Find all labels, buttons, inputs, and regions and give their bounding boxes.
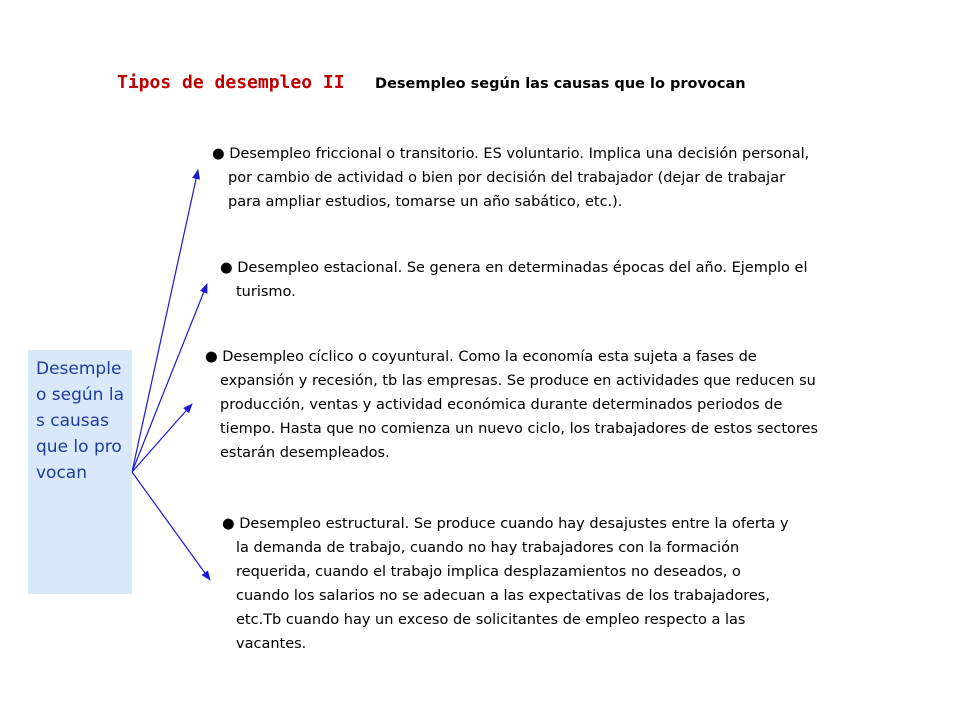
item-line: turismo. [236, 284, 296, 300]
item-friccional [212, 142, 809, 214]
item-line: vacantes. [236, 636, 307, 652]
item-line: requerida, cuando el trabajo implica desplazamientos no deseados, o [236, 564, 741, 580]
page-title: Tipos de desempleo II [117, 72, 345, 93]
item-line: la demanda de trabajo, cuando no hay trabajadores con la formación [236, 540, 740, 556]
item-line: producción, ventas y actividad económica durante determinados periodos de [220, 397, 783, 413]
item-line: etc.Tb cuando hay un exceso de solicitantes de empleo respecto a las [236, 612, 746, 628]
arrow-to-friccional [132, 170, 198, 472]
arrow-to-ciclico [132, 404, 192, 472]
arrow-to-estacional [132, 284, 207, 472]
item-line: para ampliar estudios, tomarse un año sabático, etc.). [228, 194, 623, 210]
bullet-icon: ● [220, 260, 233, 276]
item-line: ● Desempleo estructural. Se produce cuando hay desajustes entre la oferta y [222, 516, 789, 532]
item-estructural [222, 512, 789, 656]
item-line: estarán desempleados. [220, 445, 390, 461]
bullet-icon: ● [205, 349, 218, 365]
item-line: ● Desempleo cíclico o coyuntural. Como la economía esta sujeta a fases de [205, 349, 757, 365]
item-line: cuando los salarios no se adecuan a las expectativas de los trabajadores, [236, 588, 770, 604]
side-label-box [28, 350, 132, 594]
item-estacional [220, 256, 807, 304]
item-line: tiempo. Hasta que no comienza un nuevo ciclo, los trabajadores de estos sectores [220, 421, 819, 437]
item-ciclico [205, 345, 818, 465]
arrow-to-estructural [132, 472, 210, 580]
side-label: Desempleo según las causas que lo provocan [36, 359, 125, 483]
bullet-icon: ● [222, 516, 235, 532]
page-subtitle: Desempleo según las causas que lo provocan [375, 76, 746, 92]
item-line: ● Desempleo estacional. Se genera en determinadas épocas del año. Ejemplo el [220, 260, 808, 276]
item-line: expansión y recesión, tb las empresas. Se produce en actividades que reducen su [220, 373, 816, 389]
bullet-icon: ● [212, 146, 225, 162]
item-line: ● Desempleo friccional o transitorio. ES voluntario. Implica una decisión personal, [212, 146, 810, 162]
item-line: por cambio de actividad o bien por decisión del trabajador (dejar de trabajar [228, 170, 786, 186]
